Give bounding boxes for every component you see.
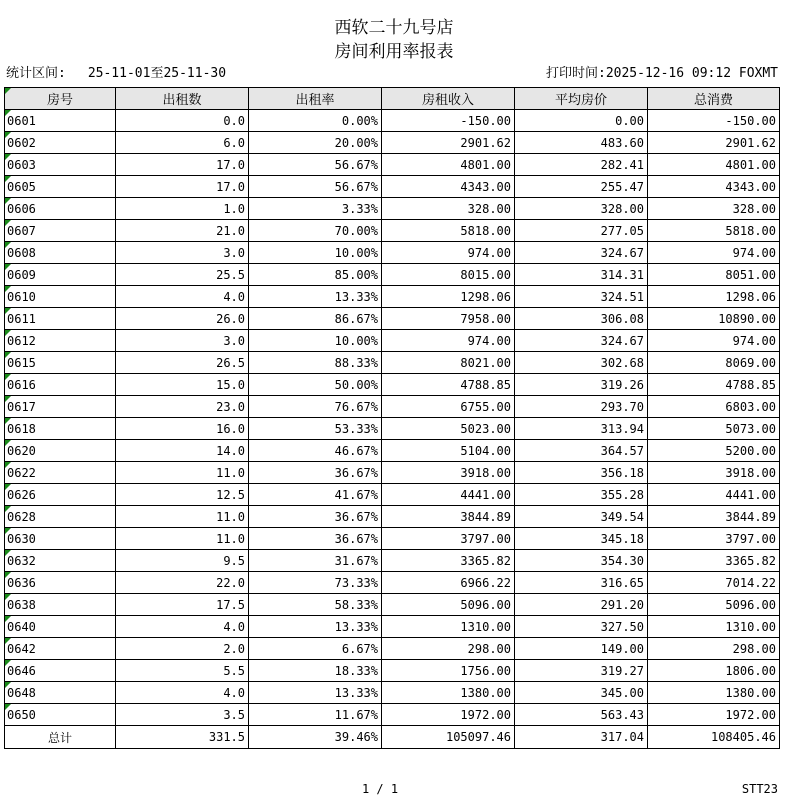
average-rate-cell: 316.65	[515, 572, 648, 594]
room-number-cell: 0617	[5, 396, 116, 418]
room-number-cell: 0622	[5, 462, 116, 484]
room-number-cell: 0618	[5, 418, 116, 440]
room-revenue-cell: 2901.62	[382, 132, 515, 154]
average-rate-cell: 483.60	[515, 132, 648, 154]
occupancy-rate-cell: 13.33%	[249, 616, 382, 638]
rented-count-cell: 22.0	[116, 572, 249, 594]
room-number-cell: 0640	[5, 616, 116, 638]
table-row	[5, 660, 780, 682]
column-header-room: 房号	[5, 88, 116, 110]
average-rate-cell: 302.68	[515, 352, 648, 374]
average-rate-cell: 291.20	[515, 594, 648, 616]
rented-count-cell: 26.5	[116, 352, 249, 374]
table-row	[5, 462, 780, 484]
total-average-rate: 317.04	[515, 726, 648, 749]
occupancy-rate-cell: 73.33%	[249, 572, 382, 594]
print-info	[546, 66, 778, 82]
report-code: STT23	[741, 782, 778, 796]
table-row	[5, 528, 780, 550]
occupancy-rate-cell: 3.33%	[249, 198, 382, 220]
total-spend-cell: 3797.00	[648, 528, 780, 550]
room-number-cell: 0603	[5, 154, 116, 176]
room-revenue-cell: 3844.89	[382, 506, 515, 528]
room-revenue-cell: 5104.00	[382, 440, 515, 462]
room-number-cell: 0650	[5, 704, 116, 726]
rented-count-cell: 17.0	[116, 154, 249, 176]
total-spend-cell: 6803.00	[648, 396, 780, 418]
occupancy-rate-cell: 10.00%	[249, 330, 382, 352]
room-revenue-cell: 1298.06	[382, 286, 515, 308]
room-number-cell: 0610	[5, 286, 116, 308]
total-spend-cell: 5073.00	[648, 418, 780, 440]
room-revenue-cell: 7958.00	[382, 308, 515, 330]
room-number-cell: 0607	[5, 220, 116, 242]
average-rate-cell: 324.67	[515, 242, 648, 264]
table-row	[5, 594, 780, 616]
table-row	[5, 484, 780, 506]
total-label: 总计	[5, 726, 116, 749]
period-info	[6, 66, 226, 82]
rented-count-cell: 14.0	[116, 440, 249, 462]
room-revenue-cell: 4801.00	[382, 154, 515, 176]
occupancy-rate-cell: 50.00%	[249, 374, 382, 396]
table-row	[5, 264, 780, 286]
rented-count-cell: 3.0	[116, 242, 249, 264]
rented-count-cell: 16.0	[116, 418, 249, 440]
occupancy-rate-cell: 10.00%	[249, 242, 382, 264]
rented-count-cell: 25.5	[116, 264, 249, 286]
total-spend-cell: 5096.00	[648, 594, 780, 616]
total-spend-cell: 298.00	[648, 638, 780, 660]
rented-count-cell: 0.0	[116, 110, 249, 132]
total-spend-cell: 5200.00	[648, 440, 780, 462]
room-revenue-cell: 1756.00	[382, 660, 515, 682]
table-row	[5, 242, 780, 264]
total-spend-cell: 4801.00	[648, 154, 780, 176]
occupancy-rate-cell: 56.67%	[249, 154, 382, 176]
total-occupancy-rate: 39.46%	[249, 726, 382, 749]
occupancy-rate-cell: 6.67%	[249, 638, 382, 660]
room-number-cell: 0602	[5, 132, 116, 154]
rented-count-cell: 15.0	[116, 374, 249, 396]
total-spend-cell: 974.00	[648, 242, 780, 264]
total-room-revenue: 105097.46	[382, 726, 515, 749]
column-header-rented-count: 出租数	[116, 88, 249, 110]
total-spend-cell: 2901.62	[648, 132, 780, 154]
total-spend-cell: 4343.00	[648, 176, 780, 198]
occupancy-rate-cell: 53.33%	[249, 418, 382, 440]
room-number-cell: 0616	[5, 374, 116, 396]
table-row	[5, 616, 780, 638]
table-row	[5, 374, 780, 396]
average-rate-cell: 349.54	[515, 506, 648, 528]
room-revenue-cell: 1310.00	[382, 616, 515, 638]
table-row	[5, 308, 780, 330]
room-revenue-cell: 298.00	[382, 638, 515, 660]
room-revenue-cell: 4441.00	[382, 484, 515, 506]
rented-count-cell: 4.0	[116, 616, 249, 638]
room-number-cell: 0620	[5, 440, 116, 462]
occupancy-rate-cell: 70.00%	[249, 220, 382, 242]
room-number-cell: 0648	[5, 682, 116, 704]
occupancy-rate-cell: 88.33%	[249, 352, 382, 374]
rented-count-cell: 12.5	[116, 484, 249, 506]
print-value: 2025-12-16 09:12 FOXMT	[605, 66, 778, 81]
room-number-cell: 0646	[5, 660, 116, 682]
average-rate-cell: 255.47	[515, 176, 648, 198]
table-row	[5, 682, 780, 704]
average-rate-cell: 356.18	[515, 462, 648, 484]
total-spend-cell: 8069.00	[648, 352, 780, 374]
table-row	[5, 220, 780, 242]
total-spend-cell: 4788.85	[648, 374, 780, 396]
average-rate-cell: 355.28	[515, 484, 648, 506]
total-spend-cell: -150.00	[648, 110, 780, 132]
page-number: 1 / 1	[361, 782, 399, 796]
room-number-cell: 0638	[5, 594, 116, 616]
room-number-cell: 0636	[5, 572, 116, 594]
room-number-cell: 0609	[5, 264, 116, 286]
average-rate-cell: 314.31	[515, 264, 648, 286]
average-rate-cell: 277.05	[515, 220, 648, 242]
total-spend-cell: 3844.89	[648, 506, 780, 528]
average-rate-cell: 563.43	[515, 704, 648, 726]
rented-count-cell: 11.0	[116, 506, 249, 528]
room-number-cell: 0630	[5, 528, 116, 550]
average-rate-cell: 282.41	[515, 154, 648, 176]
average-rate-cell: 293.70	[515, 396, 648, 418]
average-rate-cell: 345.00	[515, 682, 648, 704]
occupancy-rate-cell: 41.67%	[249, 484, 382, 506]
table-row	[5, 154, 780, 176]
room-number-cell: 0605	[5, 176, 116, 198]
room-revenue-cell: 8015.00	[382, 264, 515, 286]
average-rate-cell: 327.50	[515, 616, 648, 638]
store-name: 西软二十九号店	[334, 18, 454, 38]
period-value: 25-11-01至25-11-30	[87, 66, 227, 81]
rented-count-cell: 17.5	[116, 594, 249, 616]
total-row	[5, 726, 780, 749]
total-spend-cell: 3365.82	[648, 550, 780, 572]
room-revenue-cell: 3365.82	[382, 550, 515, 572]
table-row	[5, 110, 780, 132]
total-spend-cell: 7014.22	[648, 572, 780, 594]
rented-count-cell: 4.0	[116, 286, 249, 308]
occupancy-rate-cell: 86.67%	[249, 308, 382, 330]
rented-count-cell: 26.0	[116, 308, 249, 330]
average-rate-cell: 324.67	[515, 330, 648, 352]
room-revenue-cell: 4788.85	[382, 374, 515, 396]
average-rate-cell: 328.00	[515, 198, 648, 220]
table-row	[5, 352, 780, 374]
table-row	[5, 418, 780, 440]
print-label: 打印时间:	[545, 66, 606, 81]
total-rented-count: 331.5	[116, 726, 249, 749]
room-number-cell: 0606	[5, 198, 116, 220]
total-spend-cell: 974.00	[648, 330, 780, 352]
total-spend-cell: 3918.00	[648, 462, 780, 484]
room-revenue-cell: 3918.00	[382, 462, 515, 484]
room-number-cell: 0628	[5, 506, 116, 528]
table-row	[5, 704, 780, 726]
room-revenue-cell: 328.00	[382, 198, 515, 220]
rented-count-cell: 3.5	[116, 704, 249, 726]
occupancy-rate-cell: 58.33%	[249, 594, 382, 616]
occupancy-rate-cell: 36.67%	[249, 462, 382, 484]
room-revenue-cell: 974.00	[382, 242, 515, 264]
total-spend-cell: 8051.00	[648, 264, 780, 286]
column-header-room-revenue: 房租收入	[382, 88, 515, 110]
occupancy-rate-cell: 20.00%	[249, 132, 382, 154]
rented-count-cell: 17.0	[116, 176, 249, 198]
occupancy-rate-cell: 11.67%	[249, 704, 382, 726]
room-number-cell: 0632	[5, 550, 116, 572]
room-number-cell: 0626	[5, 484, 116, 506]
table-row	[5, 176, 780, 198]
rented-count-cell: 5.5	[116, 660, 249, 682]
occupancy-rate-cell: 76.67%	[249, 396, 382, 418]
room-number-cell: 0611	[5, 308, 116, 330]
average-rate-cell: 306.08	[515, 308, 648, 330]
period-label: 统计区间:	[6, 66, 66, 81]
room-revenue-cell: 8021.00	[382, 352, 515, 374]
rented-count-cell: 21.0	[116, 220, 249, 242]
average-rate-cell: 345.18	[515, 528, 648, 550]
room-utilization-table	[4, 87, 780, 749]
average-rate-cell: 364.57	[515, 440, 648, 462]
room-revenue-cell: 3797.00	[382, 528, 515, 550]
room-revenue-cell: 6966.22	[382, 572, 515, 594]
average-rate-cell: 354.30	[515, 550, 648, 572]
total-spend-cell: 1298.06	[648, 286, 780, 308]
table-body	[5, 110, 780, 726]
total-spend-cell: 5818.00	[648, 220, 780, 242]
table-row	[5, 638, 780, 660]
rented-count-cell: 1.0	[116, 198, 249, 220]
table-header-row	[5, 88, 780, 110]
rented-count-cell: 23.0	[116, 396, 249, 418]
average-rate-cell: 324.51	[515, 286, 648, 308]
room-revenue-cell: 5818.00	[382, 220, 515, 242]
rented-count-cell: 6.0	[116, 132, 249, 154]
rented-count-cell: 4.0	[116, 682, 249, 704]
room-revenue-cell: 1380.00	[382, 682, 515, 704]
occupancy-rate-cell: 13.33%	[249, 286, 382, 308]
average-rate-cell: 0.00	[515, 110, 648, 132]
room-revenue-cell: 1972.00	[382, 704, 515, 726]
occupancy-rate-cell: 56.67%	[249, 176, 382, 198]
total-spend-cell: 1310.00	[648, 616, 780, 638]
rented-count-cell: 11.0	[116, 528, 249, 550]
room-revenue-cell: 974.00	[382, 330, 515, 352]
rented-count-cell: 2.0	[116, 638, 249, 660]
rented-count-cell: 3.0	[116, 330, 249, 352]
table-row	[5, 506, 780, 528]
occupancy-rate-cell: 13.33%	[249, 682, 382, 704]
room-revenue-cell: 6755.00	[382, 396, 515, 418]
room-revenue-cell: 5096.00	[382, 594, 515, 616]
room-number-cell: 0615	[5, 352, 116, 374]
table-row	[5, 572, 780, 594]
table-row	[5, 330, 780, 352]
table-row	[5, 286, 780, 308]
average-rate-cell: 319.26	[515, 374, 648, 396]
rented-count-cell: 11.0	[116, 462, 249, 484]
column-header-occupancy-rate: 出租率	[249, 88, 382, 110]
total-spend-cell: 1380.00	[648, 682, 780, 704]
table-row	[5, 198, 780, 220]
average-rate-cell: 313.94	[515, 418, 648, 440]
room-number-cell: 0601	[5, 110, 116, 132]
room-number-cell: 0642	[5, 638, 116, 660]
occupancy-rate-cell: 36.67%	[249, 528, 382, 550]
table-row	[5, 550, 780, 572]
average-rate-cell: 149.00	[515, 638, 648, 660]
total-spend: 108405.46	[648, 726, 780, 749]
total-spend-cell: 328.00	[648, 198, 780, 220]
room-number-cell: 0608	[5, 242, 116, 264]
occupancy-rate-cell: 0.00%	[249, 110, 382, 132]
average-rate-cell: 319.27	[515, 660, 648, 682]
column-header-total-spend: 总消费	[648, 88, 780, 110]
occupancy-rate-cell: 36.67%	[249, 506, 382, 528]
occupancy-rate-cell: 85.00%	[249, 264, 382, 286]
room-number-cell: 0612	[5, 330, 116, 352]
table-row	[5, 396, 780, 418]
total-spend-cell: 4441.00	[648, 484, 780, 506]
occupancy-rate-cell: 18.33%	[249, 660, 382, 682]
total-spend-cell: 10890.00	[648, 308, 780, 330]
occupancy-rate-cell: 46.67%	[249, 440, 382, 462]
room-revenue-cell: 5023.00	[382, 418, 515, 440]
total-spend-cell: 1806.00	[648, 660, 780, 682]
column-header-average-rate: 平均房价	[515, 88, 648, 110]
total-spend-cell: 1972.00	[648, 704, 780, 726]
report-title: 房间利用率报表	[334, 42, 454, 62]
occupancy-rate-cell: 31.67%	[249, 550, 382, 572]
room-revenue-cell: 4343.00	[382, 176, 515, 198]
table-row	[5, 132, 780, 154]
room-revenue-cell: -150.00	[382, 110, 515, 132]
table-row	[5, 440, 780, 462]
rented-count-cell: 9.5	[116, 550, 249, 572]
